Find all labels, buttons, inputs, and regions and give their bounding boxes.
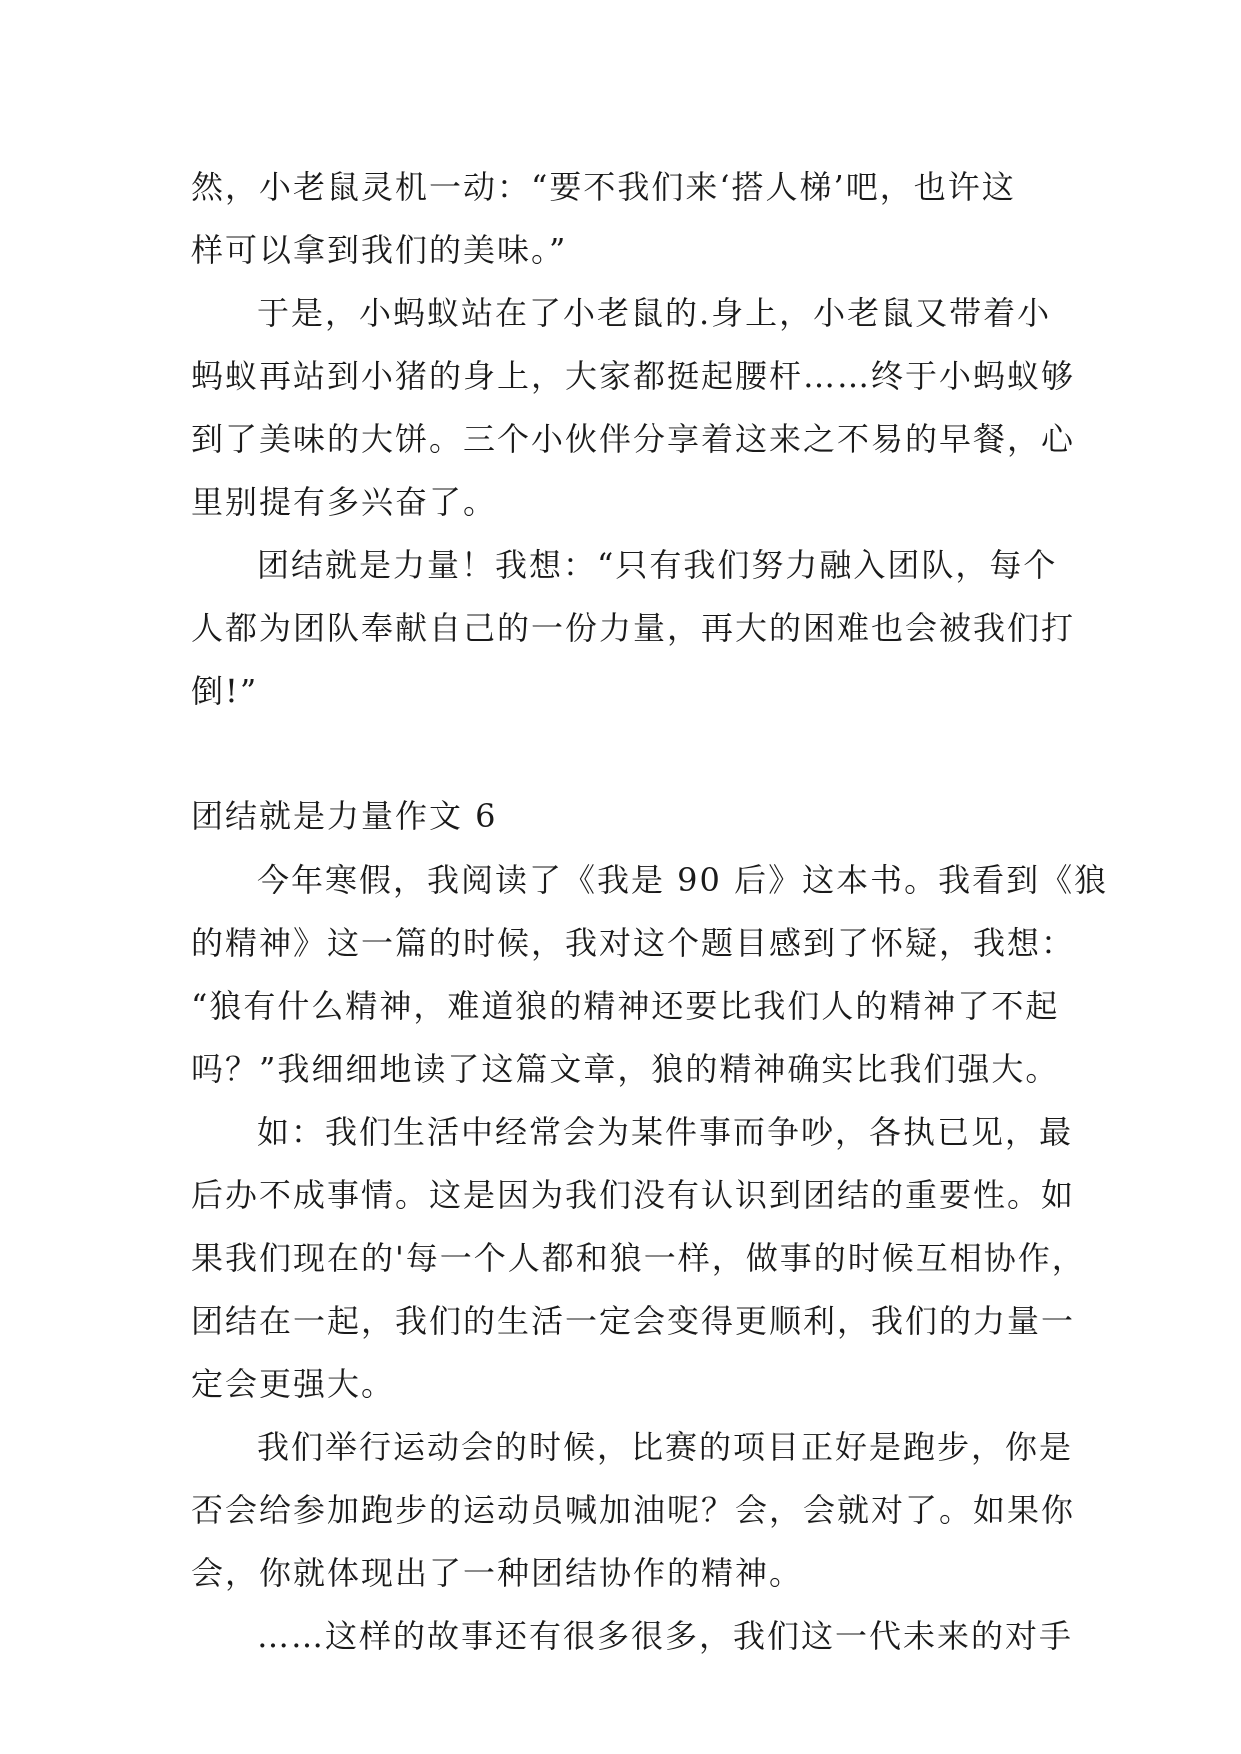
text-line: 到了美味的大饼。三个小伙伴分享着这来之不易的早餐，心 [191, 420, 1076, 458]
text-line: 否会给参加跑步的运动员喊加油呢？会，会就对了。如果你 [191, 1491, 1076, 1529]
text-line: 我们举行运动会的时候，比赛的项目正好是跑步，你是 [257, 1428, 1074, 1466]
text-line: 吗？”我细细地读了这篇文章，狼的精神确实比我们强大。 [191, 1050, 1060, 1088]
text-line: “狼有什么精神，难道狼的精神还要比我们人的精神了不起 [191, 987, 1060, 1025]
text-line: 团结就是力量！我想：“只有我们努力融入团队，每个 [257, 546, 1058, 584]
text-line: 然，小老鼠灵机一动：“要不我们来‘搭人梯’吧，也许这 [191, 168, 1016, 206]
paragraph-5 [191, 1101, 1086, 1416]
text-line: 于是，小蚂蚁站在了小老鼠的.身上，小老鼠又带着小 [257, 294, 1052, 332]
paragraph-3 [191, 534, 1076, 723]
text-line: 样可以拿到我们的美味。” [191, 231, 568, 269]
section-title: 团结就是力量作文 6 [191, 797, 498, 835]
text-line: 人都为团队奉献自己的一份力量，再大的困难也会被我们打 [191, 609, 1076, 647]
text-line: 倒!” [191, 672, 259, 710]
text-line: ……这样的故事还有很多很多，我们这一代未来的对手 [257, 1617, 1074, 1655]
section-gap [191, 723, 1061, 783]
text-line: 今年寒假，我阅读了《我是 90 后》这本书。我看到《狼 [257, 861, 1109, 899]
paragraph-4 [191, 849, 1109, 1101]
paragraph-7 [191, 1605, 1074, 1668]
text-line: 的精神》这一篇的时候，我对这个题目感到了怀疑，我想： [191, 924, 1076, 962]
text-line: 会，你就体现出了一种团结协作的精神。 [191, 1554, 804, 1592]
document-body [191, 156, 1109, 1668]
paragraph-1 [191, 156, 1061, 282]
paragraph-6 [191, 1416, 1076, 1605]
text-line: 蚂蚁再站到小猪的身上，大家都挺起腰杆……终于小蚂蚁够 [191, 357, 1076, 395]
text-line: 定会更强大。 [191, 1365, 396, 1403]
text-line: 果我们现在的'每一个人都和狼一样，做事的时候互相协作， [191, 1239, 1086, 1277]
text-line: 团结在一起，我们的生活一定会变得更顺利，我们的力量一 [191, 1302, 1076, 1340]
paragraph-2 [191, 282, 1076, 534]
text-line: 后办不成事情。这是因为我们没有认识到团结的重要性。如 [191, 1176, 1076, 1214]
text-line: 如：我们生活中经常会为某件事而争吵，各执已见，最 [257, 1113, 1074, 1151]
text-line: 里别提有多兴奋了。 [191, 483, 498, 521]
